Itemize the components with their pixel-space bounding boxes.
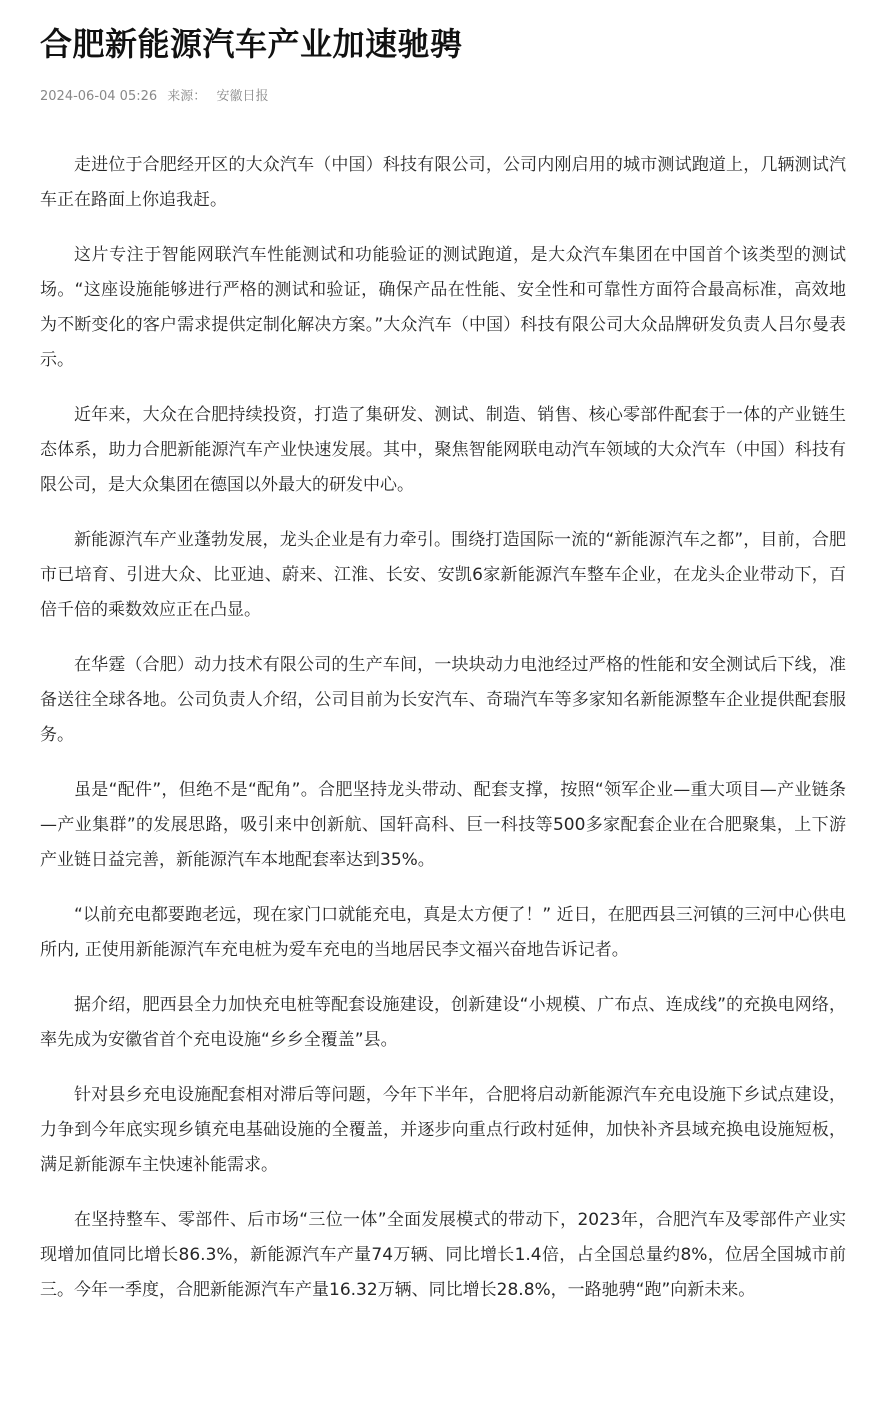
paragraph: 在华霆（合肥）动力技术有限公司的生产车间，一块块动力电池经过严格的性能和安全测试后下线，准备送往全球各地。公司负责人介绍，公司目前为长安汽车、奇瑞汽车等多家知名新能源整车企业提供配套服务。 [40, 655, 846, 745]
source-name: 安徽日报 [216, 89, 269, 104]
paragraph: 近年来，大众在合肥持续投资，打造了集研发、测试、制造、销售、核心零部件配套于一体的产业链生态体系，助力合肥新能源汽车产业快速发展。其中，聚焦智能网联电动汽车领域的大众汽车（中国）科技有限公司，是大众集团在德国以外最大的研发中心。 [40, 405, 846, 495]
paragraph: 针对县乡充电设施配套相对滞后等问题，今年下半年，合肥将启动新能源汽车充电设施下乡试点建设，力争到今年底实现乡镇充电基础设施的全覆盖，并逐步向重点行政村延伸，加快补齐县域充换电设施短板，满足新能源车主快速补能需求。 [40, 1085, 846, 1175]
paragraph: “以前充电都要跑老远，现在家门口就能充电，真是太方便了！” 近日，在肥西县三河镇的三河中心供电所内, 正使用新能源汽车充电桩为爱车充电的当地居民李文福兴奋地告诉记者。 [40, 905, 846, 960]
paragraph: 在坚持整车、零部件、后市场“三位一体”全面发展模式的带动下，2023年，合肥汽车及零部件产业实现增加值同比增长86.3%，新能源汽车产量74万辆、同比增长1.4倍，占全国总量约8%，位居全国城市前三。今年一季度，合肥新能源汽车产量16.32万辆、同比增长28.8%，一路驰骋“跑”向新未来。 [40, 1210, 846, 1300]
paragraph: 走进位于合肥经开区的大众汽车（中国）科技有限公司，公司内刚启用的城市测试跑道上，几辆测试汽车正在路面上你追我赶。 [40, 155, 846, 210]
paragraph: 虽是“配件”，但绝不是“配角”。合肥坚持龙头带动、配套支撑，按照“领军企业—重大项目—产业链条—产业集群”的发展思路，吸引来中创新航、国轩高科、巨一科技等500多家配套企业在合肥聚集，上下游产业链日益完善，新能源汽车本地配套率达到35%。 [40, 780, 846, 870]
paragraph: 新能源汽车产业蓬勃发展，龙头企业是有力牵引。围绕打造国际一流的“新能源汽车之都”，目前，合肥市已培育、引进大众、比亚迪、蔚来、江淮、长安、安凯6家新能源汽车整车企业，在龙头企业带动下，百倍千倍的乘数效应正在凸显。 [40, 530, 846, 620]
paragraph: 据介绍，肥西县全力加快充电桩等配套设施建设，创新建设“小规模、广布点、连成线”的充换电网络，率先成为安徽省首个充电设施“乡乡全覆盖”县。 [40, 995, 846, 1050]
article [40, 0, 846, 1328]
paragraph: 这片专注于智能网联汽车性能测试和功能验证的测试跑道，是大众汽车集团在中国首个该类型的测试场。“这座设施能够进行严格的测试和验证，确保产品在性能、安全性和可靠性方面符合最高标准，高效地为不断变化的客户需求提供定制化解决方案。”大众汽车（中国）科技有限公司大众品牌研发负责人吕尔曼表示。 [40, 245, 846, 370]
article-body [40, 148, 846, 1308]
publish-date: 2024-06-04 05:26 [40, 89, 158, 104]
article-title: 合肥新能源汽车产业加速驰骋 [40, 25, 463, 63]
source-label: 来源： [167, 89, 207, 104]
article-meta [40, 88, 846, 106]
